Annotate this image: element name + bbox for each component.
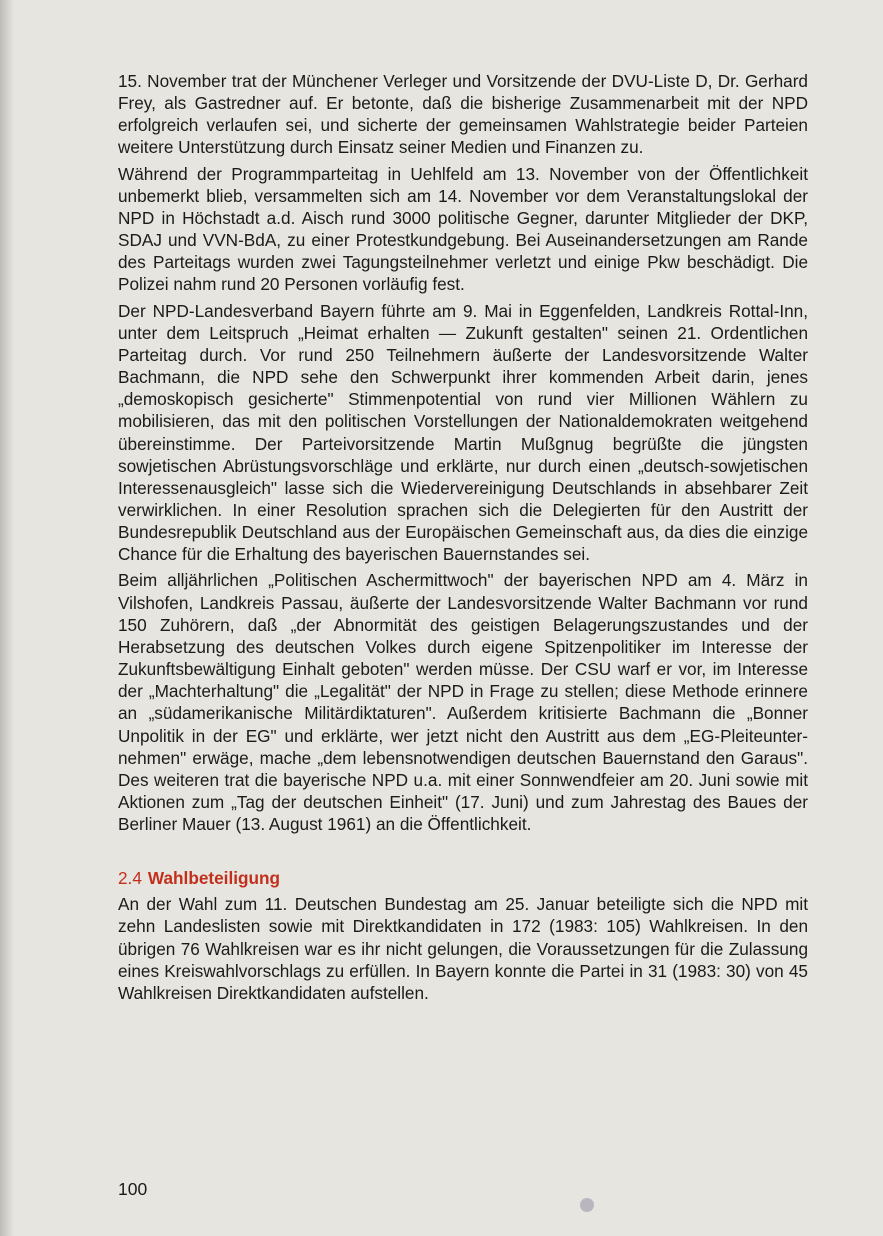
page-edge-shadow [0, 0, 14, 1236]
scan-speck [580, 1198, 594, 1212]
document-body [118, 70, 808, 1008]
section-number: 2.4 [118, 868, 142, 889]
section-heading [118, 867, 808, 889]
page-number: 100 [118, 1179, 148, 1199]
paragraph-2: Während der Programmparteitag in Uehlfeld am 13. November von der Öffentlichkeit unbemerkt blieb, versammelten sich am 14. November vor dem Veranstaltungslokal der NPD in Höchstadt a.d. Aisch rund 3000 politische Gegner, darunter Mitglieder der DKP, SDAJ und VVN-BdA, zu einer Protestkundgebung. Bei Auseinandersetzungen am Rande des Parteitags wurden zwei Tagungsteilnehmer verletzt und einige Pkw beschädigt. Die Polizei nahm rund 20 Personen vorläufig fest. [118, 163, 808, 295]
section-paragraph: An der Wahl zum 11. Deutschen Bundestag am 25. Januar beteiligte sich die NPD mit zehn Landeslisten sowie mit Direktkandidaten in 172 (1983: 105) Wahlkreisen. In den übrigen 76 Wahlkreisen war es ihr nicht gelungen, die Voraussetzungen für die Zulassung eines Kreiswahlvorschlags zu erfüllen. In Bayern konnte die Partei in 31 (1983: 30) von 45 Wahlkreisen Direktkandidaten aufstellen. [118, 894, 808, 1003]
paragraph-1: 15. November trat der Münchener Verleger und Vorsitzende der DVU-Liste D, Dr. Gerhard Frey, als Gastredner auf. Er betonte, daß die bisherige Zusammenarbeit mit der NPD erfolgreich verlaufen sei, und sicherte der gemeinsamen Wahlstrategie beider Parteien weitere Unterstützung durch Einsatz seiner Medien und Finanzen zu. [118, 71, 808, 158]
paragraph-3: Der NPD-Landesverband Bayern führte am 9. Mai in Eggenfelden, Landkreis Rottal-Inn, unter dem Leitspruch „Heimat erhalten — Zukunft gestalten" seinen 21. Ordentlichen Parteitag durch. Vor rund 250 Teilnehmern äußerte der Landesvorsitzende Walter Bachmann, die NPD sehe den Schwerpunkt ihrer kommenden Arbeit darin, jenes „demoskopisch gesicherte" Stimmenpotential von rund vier Millionen Wählern zu mobilisieren, das mit den politischen Vorstellungen der Nationaldemokraten weitgehend übereinstimme. Der Parteivorsitzende Martin Mußgnug begrüßte die jüngsten sowjetischen Abrüstungsvorschläge und erklärte, nur durch einen „deutsch-sowjetischen Interessenausgleich" lasse sich die Wiedervereinigung Deutschlands in absehbarer Zeit verwirklichen. In einer Resolution sprachen sich die Delegierten für den Austritt der Bundesrepublik Deutschland aus der Europäischen Gemeinschaft aus, da dies die einzige Chance für die Erhaltung des bayerischen Bauernstandes sei. [118, 300, 808, 565]
section-title: Wahlbeteiligung [147, 868, 280, 889]
paragraph-4: Beim alljährlichen „Politischen Aschermittwoch" der bayerischen NPD am 4. März in Vilshofen, Landkreis Passau, äußerte der Landesvorsitzende Walter Bachmann vor rund 150 Zuhörern, daß „der Abnormität des geistigen Belagerungszustandes und der Herabsetzung des deutschen Volkes durch eigene Spitzenpolitiker im Interesse der Zukunftsbewältigung Einhalt geboten" werden müsse. Der CSU warf er vor, im Interesse der „Machterhaltung" die „Legalität" der NPD in Frage zu stellen; diese Methode erinnere an „südamerikanische Militärdiktaturen". Außerdem kritisierte Bachmann die „Bonner Unpolitik in der EG" und erklärte, wer jetzt nicht den Austritt aus dem „EG-Pleiteunternehmen" erwäge, mache „dem lebensnotwendigen deutschen Bauernstand den Garaus". Des weiteren trat die bayerische NPD u.a. mit einer Sonnwendfeier am 20. Juni sowie mit Aktionen zum „Tag der deutschen Einheit" (17. Juni) und zum Jahrestag des Baues der Berliner Mauer (13. August 1961) an die Öffentlichkeit. [118, 570, 808, 835]
